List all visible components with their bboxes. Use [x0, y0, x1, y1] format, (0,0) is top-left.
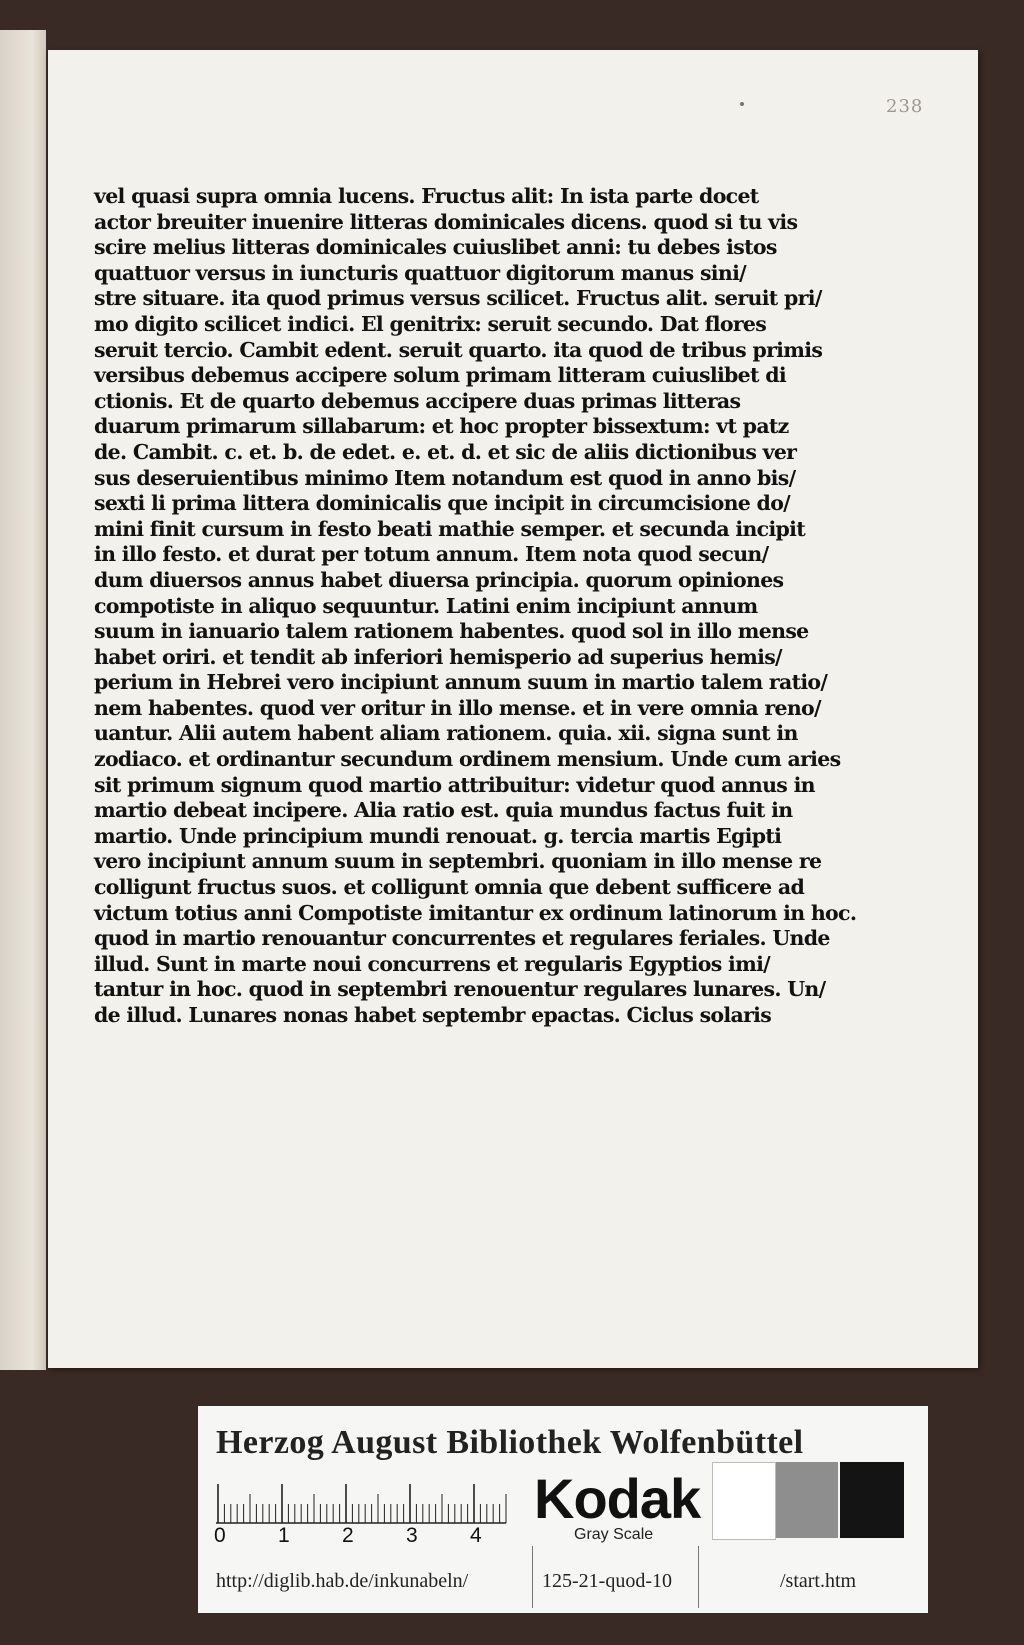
- text-line: illud. Sunt in marte noui concurrens et regularis Egyptios imi/: [94, 951, 770, 976]
- text-line: de illud. Lunares nonas habet septembr epactas. Ciclus solaris: [94, 1003, 772, 1027]
- ruler-label-4: 4: [470, 1524, 482, 1547]
- kodak-logo: Kodak: [534, 1467, 701, 1530]
- adjacent-page-edge: [0, 30, 46, 1370]
- text-line: stre situare. ita quod primus versus scilicet. Fructus alit. seruit pri/: [94, 286, 822, 311]
- incunable-text-block: [94, 184, 857, 1029]
- text-line: sit primum signum quod martio attribuitur: videtur quod annus in: [94, 772, 815, 797]
- folio-number: 238: [886, 96, 924, 117]
- text-line: habet oriri. et tendit ab inferiori hemisperio ad superius hemis/: [94, 644, 782, 669]
- text-line: suum in ianuario talem rationem habentes. quod sol in illo mense: [94, 619, 809, 644]
- gray-swatch-black: [840, 1462, 904, 1538]
- gray-swatch-white: [712, 1462, 776, 1540]
- text-line: zodiaco. et ordinantur secundum ordinem mensium. Unde cum aries: [94, 747, 841, 772]
- text-line: perium in Hebrei vero incipiunt annum suum in martio talem ratio/: [94, 670, 828, 695]
- text-line: compotiste in aliquo sequuntur. Latini enim incipiunt annum: [94, 593, 758, 618]
- text-line: vel quasi supra omnia lucens. Fructus alit: In ista parte docet: [94, 184, 759, 208]
- text-line: ctionis. Et de quarto debemus accipere duas primas litteras: [94, 388, 741, 413]
- ruler-labels: [216, 1524, 526, 1548]
- scale-ruler: [216, 1480, 526, 1524]
- book-page: [48, 50, 978, 1368]
- ruler-label-0: 0: [214, 1524, 226, 1547]
- text-line: tantur in hoc. quod in septembri renouentur regulares lunares. Un/: [94, 977, 826, 1002]
- text-line: versibus debemus accipere solum primam litteram cuiuslibet di: [94, 363, 786, 388]
- text-line: sexti li prima littera dominicalis que incipit in circumcisione do/: [94, 491, 790, 516]
- page-speck: [740, 102, 744, 106]
- text-line: in illo festo. et durat per totum annum. Item nota quod secun/: [94, 542, 769, 567]
- text-line: nem habentes. quod ver oritur in illo mense. et in vere omnia reno/: [94, 695, 821, 720]
- text-line: vero incipiunt annum suum in septembri. quoniam in illo mense re: [94, 849, 822, 874]
- ruler-label-1: 1: [278, 1524, 290, 1547]
- text-line: seruit tercio. Cambit edent. seruit quarto. ita quod de tribus primis: [94, 337, 823, 362]
- gray-swatch-mid: [776, 1462, 838, 1538]
- text-line: colligunt fructus suos. et colligunt omnia que debent sufficere ad: [94, 875, 805, 900]
- url-suffix: /start.htm: [780, 1570, 857, 1592]
- card-divider-right: [698, 1546, 699, 1608]
- text-line: victum totius anni Compotiste imitantur ex ordinum latinorum in hoc.: [94, 900, 857, 925]
- text-line: mini finit cursum in festo beati mathie semper. et secunda incipit: [94, 516, 806, 541]
- ruler-label-2: 2: [342, 1524, 354, 1547]
- ruler-label-3: 3: [406, 1524, 418, 1547]
- text-line: scire melius litteras dominicales cuiuslibet anni: tu debes istos: [94, 235, 777, 260]
- text-line: martio. Unde principium mundi renouat. g. tercia martis Egipti: [94, 823, 782, 848]
- url-base: http://diglib.hab.de/inkunabeln/: [216, 1570, 469, 1592]
- text-line: actor breuiter inuenire litteras dominicales dicens. quod si tu vis: [94, 209, 798, 234]
- url-identifier: 125-21-quod-10: [542, 1570, 672, 1592]
- text-line: dum diuersos annus habet diuersa principia. quorum opiniones: [94, 567, 784, 592]
- text-line: uantur. Alii autem habent aliam rationem. quia. xii. signa sunt in: [94, 721, 798, 746]
- archive-color-card: [198, 1406, 928, 1613]
- text-line: mo digito scilicet indici. El genitrix: seruit secundo. Dat flores: [94, 311, 767, 336]
- gray-scale-label: Gray Scale: [574, 1526, 654, 1543]
- text-line: duarum primarum sillabarum: et hoc propter bissextum: vt patz: [94, 414, 789, 439]
- library-name: Herzog August Bibliothek Wolfenbüttel: [216, 1424, 804, 1461]
- text-line: quod in martio renouantur concurrentes et regulares feriales. Unde: [94, 926, 830, 951]
- text-line: martio debeat incipere. Alia ratio est. quia mundus factus fuit in: [94, 798, 793, 823]
- text-line: de. Cambit. c. et. b. de edet. e. et. d. et sic de aliis dictionibus ver: [94, 439, 797, 464]
- text-line: sus deseruientibus minimo Item notandum est quod in anno bis/: [94, 465, 796, 490]
- card-divider-left: [532, 1546, 533, 1608]
- text-line: quattuor versus in iuncturis quattuor digitorum manus sini/: [94, 260, 746, 285]
